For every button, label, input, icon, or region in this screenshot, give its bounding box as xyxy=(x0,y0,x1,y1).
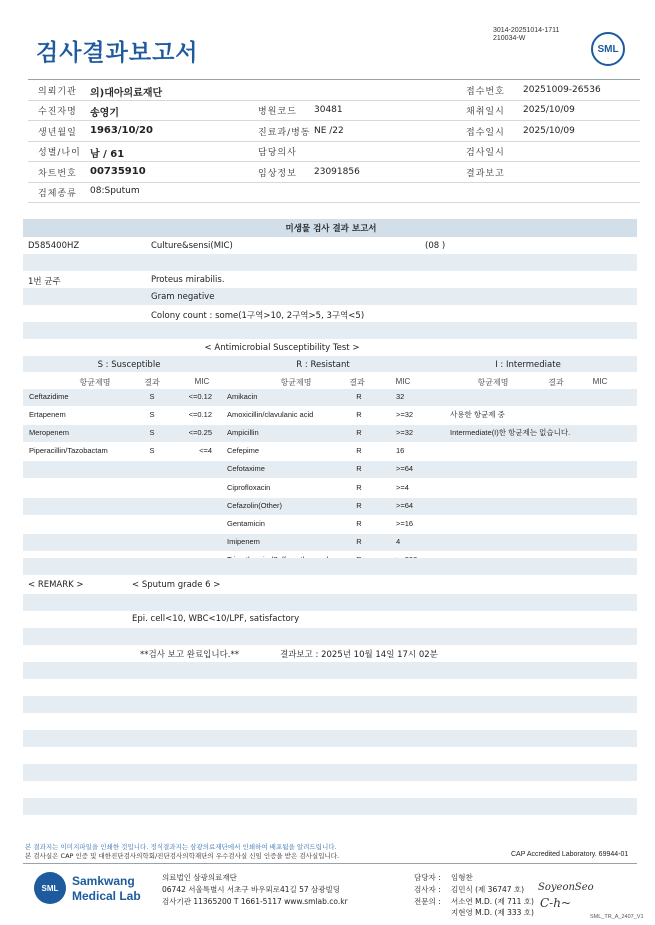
test-code: D585400HZ xyxy=(28,241,80,251)
remark-grade: < Sputum grade 6 > xyxy=(132,580,221,590)
band xyxy=(23,764,637,781)
test-name: Culture&sensi(MIC) xyxy=(151,241,233,251)
ast-result xyxy=(356,518,364,528)
logo-text: SML xyxy=(597,43,619,55)
intermediate-note-2: Intermediate(I)한 항균제는 없습니다. xyxy=(450,428,571,437)
ast-title: < Antimicrobial Susceptibility Test > xyxy=(204,343,360,353)
info-value: 의)대아의료재단 xyxy=(90,88,163,99)
group-susceptible: S : Susceptible xyxy=(97,360,161,370)
ast-drug: Imipenem xyxy=(227,536,260,546)
band xyxy=(23,254,637,271)
ast-drug: Ampicillin xyxy=(227,428,259,438)
info-label: 담당의사 xyxy=(258,148,297,158)
signature-2: C-h~ xyxy=(540,896,572,910)
mic-text: <=0.12 xyxy=(188,410,212,420)
result-text: R xyxy=(356,428,362,438)
info-label: 병원코드 xyxy=(258,107,297,117)
ast-mic: >=32 xyxy=(396,410,414,420)
ast-result xyxy=(356,428,364,438)
info-label: 접수번호 xyxy=(466,87,505,97)
header-text: 결과 xyxy=(144,378,160,387)
band xyxy=(23,594,637,611)
result-text: R xyxy=(356,446,362,456)
ast-result xyxy=(356,536,364,546)
info-row-rule xyxy=(28,100,640,101)
organism-label: 1번 균주 xyxy=(28,277,61,287)
intermediate-note-1: 사용한 항균제 중 xyxy=(450,410,505,419)
band xyxy=(23,798,637,815)
band xyxy=(23,696,637,713)
info-value: 2025/10/09 xyxy=(523,126,575,136)
info-row-rule xyxy=(28,161,640,162)
ast-column-header xyxy=(592,377,615,386)
ast-drug: Piperacillin/Tazobactam xyxy=(29,446,108,456)
result-text: R xyxy=(356,500,362,510)
info-label: 임상정보 xyxy=(258,169,297,179)
brand-name-2: Medical Lab xyxy=(72,889,141,903)
staff-name: 지현영 M.D. (제 333 호) xyxy=(451,908,534,917)
info-row-rule xyxy=(28,182,640,183)
ast-result xyxy=(356,500,364,510)
info-value: 08:Sputum xyxy=(90,186,140,196)
ast-drug: Amikacin xyxy=(227,392,258,401)
ast-mic: 16 xyxy=(396,446,405,456)
band xyxy=(23,389,637,406)
ast-column-header xyxy=(194,377,217,386)
ast-drug: Ciprofloxacin xyxy=(227,482,271,492)
band xyxy=(23,322,637,339)
info-value: 1963/10/20 xyxy=(90,125,153,136)
result-text: R xyxy=(356,410,362,420)
remark-label: < REMARK > xyxy=(28,580,84,590)
colony-count: Colony count : some(1구역>10, 2구역>5, 3구역<5) xyxy=(151,311,365,321)
result-text: S xyxy=(149,410,155,420)
remark-detail: Epi. cell<10, WBC<10/LPF, satisfactory xyxy=(132,614,300,624)
info-value: 30481 xyxy=(314,105,343,115)
form-code: SML_TR_A_2407_V1 xyxy=(590,914,644,920)
ast-mic: >=64 xyxy=(396,500,414,510)
header-text: 결과 xyxy=(548,378,564,387)
group-intermediate: I : Intermediate xyxy=(495,360,561,370)
result-text: R xyxy=(356,464,362,474)
header-text: MIC xyxy=(395,377,411,386)
staff-label: 담당자 : xyxy=(414,873,441,882)
gram-stain: Gram negative xyxy=(151,292,215,302)
info-row-rule xyxy=(28,141,640,142)
ast-result xyxy=(356,392,364,401)
ast-drug: Meropenem xyxy=(29,428,70,438)
header-text: 항균제명 xyxy=(79,378,111,387)
ast-result xyxy=(356,464,364,474)
ast-mic: >=32 xyxy=(396,428,414,438)
result-text: R xyxy=(356,482,362,492)
band xyxy=(23,288,637,305)
info-label: 수진자명 xyxy=(38,107,77,117)
mic-text: <=0.25 xyxy=(188,428,212,438)
info-row-rule xyxy=(28,202,640,203)
print-notice: 본 결과지는 이미지파일을 인쇄한 것입니다. 정식결과지는 삼광의료재단에서 인쇄하여 배포됨을 알려드립니다. xyxy=(25,843,337,851)
org-address: 06742 서울특별시 서초구 바우뫼로41길 57 삼광빌딩 xyxy=(162,885,341,894)
group-resistant: R : Resistant xyxy=(296,360,350,370)
ast-column-header xyxy=(280,377,327,388)
header-text: 항균제명 xyxy=(477,378,509,387)
info-label: 차트번호 xyxy=(38,169,77,179)
header-text: 결과 xyxy=(349,378,365,387)
ast-column-header xyxy=(144,377,167,388)
band xyxy=(23,534,637,551)
band xyxy=(23,730,637,747)
ast-result xyxy=(356,482,364,492)
result-text: S xyxy=(149,428,155,438)
report-time: 결과보고 : 2025년 10월 14일 17시 02분 xyxy=(280,650,438,660)
cap-accreditation: CAP Accredited Laboratory. 69944-01 xyxy=(511,851,629,858)
info-value: 20251009-26536 xyxy=(523,85,601,95)
mic-text: <=0.12 xyxy=(188,392,212,401)
band xyxy=(23,558,637,575)
ast-result xyxy=(356,410,364,420)
ast-mic: >=16 xyxy=(396,518,414,528)
ast-result xyxy=(149,392,157,401)
staff-name: 임형찬 xyxy=(451,873,473,882)
report-code-line1: 3014-20251014-1711 xyxy=(493,27,560,34)
sml-logo xyxy=(591,32,625,66)
ast-drug: Amoxicillin/clavulanic acid xyxy=(227,410,314,420)
header-text: 항균제명 xyxy=(280,378,312,387)
samkwang-logo xyxy=(34,872,66,904)
ast-drug: Cefotaxime xyxy=(227,464,265,474)
page-title: 검사결과보고서 xyxy=(36,40,199,66)
result-text: S xyxy=(149,392,155,401)
ast-column-header xyxy=(349,377,372,388)
info-label: 접수일시 xyxy=(466,128,505,138)
report-code-line2: 210034-W xyxy=(493,35,526,42)
info-label: 의뢰기관 xyxy=(38,87,77,97)
header-text: MIC xyxy=(592,377,608,386)
section-title: 미생물 검사 결과 보고서 xyxy=(285,224,377,234)
band xyxy=(23,461,637,478)
brand-name-1: Samkwang xyxy=(72,874,135,888)
ast-column-header xyxy=(79,377,126,388)
ast-drug: Gentamicin xyxy=(227,518,265,528)
info-label: 진료과/병동 xyxy=(258,128,311,138)
info-value: NE /22 xyxy=(314,126,344,136)
staff-label: 전문의 : xyxy=(414,897,441,906)
info-value: 남 / 61 xyxy=(90,149,125,160)
ast-drug: Ertapenem xyxy=(29,410,66,420)
ast-mic: 32 xyxy=(396,392,405,401)
info-label: 결과보고 xyxy=(466,169,505,179)
info-label: 성별/나이 xyxy=(38,148,81,158)
band xyxy=(23,628,637,645)
band xyxy=(23,498,637,515)
info-row-rule xyxy=(28,120,640,121)
ast-result xyxy=(149,446,157,456)
footer-rule xyxy=(23,863,637,864)
info-label: 채취일시 xyxy=(466,107,505,117)
staff-label: 검사자 : xyxy=(414,885,441,894)
ast-mic: >=4 xyxy=(396,482,409,492)
organism-name: Proteus mirabilis. xyxy=(151,275,225,285)
ast-result xyxy=(356,446,364,456)
ast-drug: Cefepime xyxy=(227,446,260,456)
result-text: S xyxy=(149,446,155,456)
ast-column-header xyxy=(395,377,418,386)
org-name: 의료법인 삼광의료재단 xyxy=(162,873,237,882)
result-text: R xyxy=(356,536,362,546)
org-contact: 검사기관 11365200 T 1661-5117 www.smlab.co.kr xyxy=(162,897,348,906)
signature-1: SoyeonSeo xyxy=(538,882,594,893)
info-value: 송영기 xyxy=(90,108,119,119)
result-text: R xyxy=(356,518,362,528)
staff-name: 서소연 M.D. (제 711 호) xyxy=(451,897,534,906)
ast-column-header xyxy=(548,377,571,388)
report-complete: **검사 보고 완료입니다.** xyxy=(140,650,240,660)
ast-result xyxy=(149,428,157,438)
info-label: 생년월일 xyxy=(38,128,77,138)
staff-name: 김민식 (제 36747 호) xyxy=(451,885,525,894)
info-value: 00735910 xyxy=(90,166,146,177)
info-label: 검체종류 xyxy=(38,189,77,199)
info-value: 2025/10/09 xyxy=(523,105,575,115)
ast-drug: Cefazolin(Other) xyxy=(227,500,283,510)
ast-column-header xyxy=(477,377,524,388)
result-text: R xyxy=(356,392,362,401)
test-number: (08 ) xyxy=(425,241,446,251)
accreditation-notice: 본 검사실은 CAP 인증 및 대한진단검사의학회/진단검사의학재단의 우수검사실 신임 인증을 받은 검사실입니다. xyxy=(25,852,340,860)
ast-mic: 4 xyxy=(396,536,401,546)
footer-logo-text: SML xyxy=(41,883,59,893)
info-value: 23091856 xyxy=(314,167,360,177)
ast-result xyxy=(149,410,157,420)
ast-drug: Ceftazidime xyxy=(29,392,69,401)
mic-text: <=4 xyxy=(199,446,212,456)
info-top-rule xyxy=(28,79,640,80)
ast-mic xyxy=(199,446,225,456)
band xyxy=(23,662,637,679)
header-text: MIC xyxy=(194,377,210,386)
info-label: 검사일시 xyxy=(466,148,505,158)
ast-mic: >=64 xyxy=(396,464,414,474)
